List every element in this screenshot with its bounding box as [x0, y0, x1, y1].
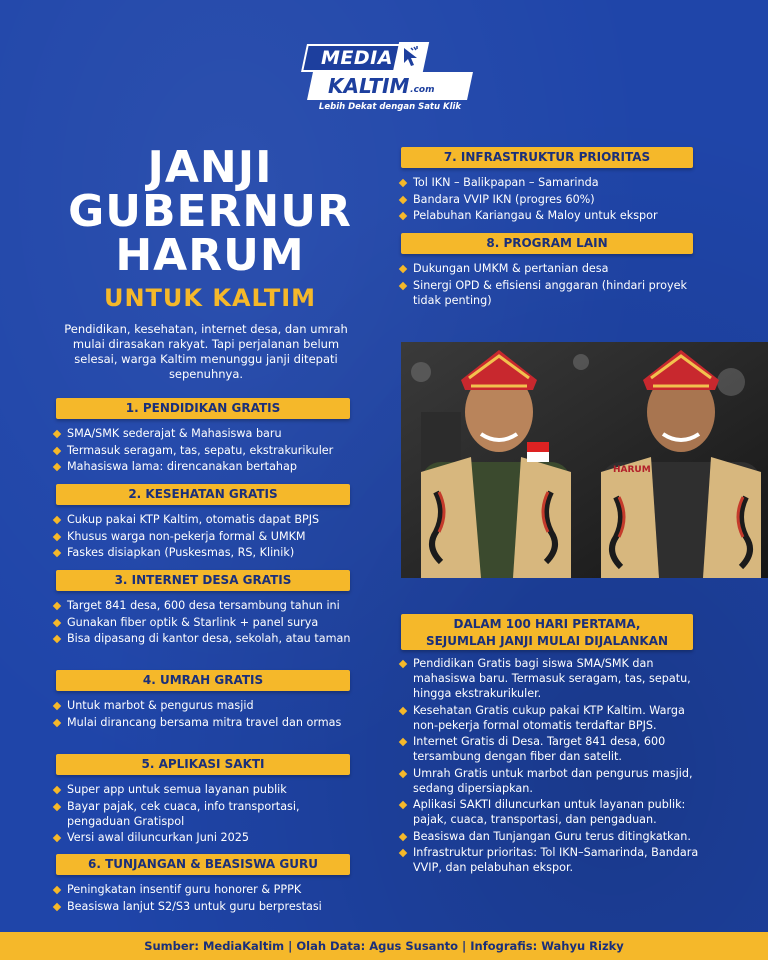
list-item-text: Mahasiswa lama: direncanakan bertahap	[67, 460, 297, 473]
section-list-infrastruktur	[400, 175, 700, 225]
diamond-bullet-icon	[399, 849, 407, 857]
list-item-text: Infrastruktur prioritas: Tol IKN–Samarinda, Bandara VVIP, dan pelabuhan ekspor.	[413, 846, 699, 874]
list-item	[54, 529, 359, 544]
title-line-3: HARUM	[115, 230, 305, 281]
hari-100-title	[401, 614, 693, 650]
title-subtitle: UNTUK KALTIM	[103, 284, 317, 312]
list-item	[400, 845, 700, 875]
list-item	[54, 715, 359, 730]
list-item-text: Kesehatan Gratis cukup pakai KTP Kaltim. Warga non-pekerja formal otomatis terdaftar BPJS.	[413, 703, 685, 732]
source-footer: Sumber: MediaKaltim | Olah Data: Agus Susanto | Infografis: Wahyu Rizky	[0, 932, 768, 960]
diamond-bullet-icon	[53, 834, 61, 842]
list-item-text: Khusus warga non-pekerja formal & UMKM	[67, 529, 306, 543]
diamond-bullet-icon	[399, 195, 407, 203]
list-item-text: Pendidikan Gratis bagi siswa SMA/SMK dan mahasiswa baru. Termasuk seragam, tas, sepatu, hingga ekstrakurikuler.	[413, 657, 691, 700]
list-item	[54, 459, 359, 474]
list-item-text: Umrah Gratis untuk marbot dan pengurus masjid, sedang dipersiapkan.	[413, 766, 693, 795]
section-title-guru: 6. TUNJANGAN & BEASISWA GURU	[56, 854, 350, 875]
list-item	[54, 698, 359, 713]
diamond-bullet-icon	[399, 265, 407, 273]
diamond-bullet-icon	[53, 446, 61, 454]
list-item	[54, 598, 359, 613]
logo-media-text: MEDIA	[321, 47, 393, 69]
list-item	[400, 208, 700, 223]
list-item	[400, 766, 700, 796]
list-item-text: Untuk marbot & pengurus masjid	[67, 699, 254, 712]
list-item	[54, 899, 359, 914]
list-item-text: Super app untuk semua layanan publik	[67, 783, 287, 796]
diamond-bullet-icon	[53, 430, 61, 438]
diamond-bullet-icon	[399, 281, 407, 289]
diamond-bullet-icon	[53, 786, 61, 794]
list-item	[54, 830, 359, 845]
list-item-text: Sinergi OPD & efisiensi anggaran (hindari proyek tidak penting)	[413, 278, 687, 307]
diamond-bullet-icon	[53, 532, 61, 540]
list-item-text: Bayar pajak, cek cuaca, info transportasi, pengaduan Gratispol	[67, 799, 300, 828]
diamond-bullet-icon	[399, 179, 407, 187]
diamond-bullet-icon	[53, 618, 61, 626]
list-item	[54, 426, 359, 441]
list-item	[400, 656, 700, 701]
intro-text: Pendidikan, kesehatan, internet desa, dan umrah mulai dirasakan rakyat. Tapi perjalanan belum selesai, warga Kaltim menunggu janji ditepati sepenuhnya.	[64, 322, 348, 381]
diamond-bullet-icon	[53, 516, 61, 524]
section-title-program-lain: 8. PROGRAM LAIN	[401, 233, 693, 254]
list-item-text: Aplikasi SAKTI diluncurkan untuk layanan publik: pajak, cuaca, transportasi, dan pengaduan.	[413, 798, 686, 826]
list-item-text: Target 841 desa, 600 desa tersambung tahun ini	[67, 599, 340, 612]
list-item	[54, 615, 359, 630]
list-item	[54, 512, 359, 527]
main-title	[40, 142, 380, 312]
mediakaltim-logo	[300, 42, 480, 112]
logo-kaltim-box	[307, 72, 473, 100]
list-item-text: Bisa dipasang di kantor desa, sekolah, atau taman	[67, 632, 351, 645]
section-title-infrastruktur: 7. INFRASTRUKTUR PRIORITAS	[401, 147, 693, 168]
diamond-bullet-icon	[399, 212, 407, 220]
governor-photo-illustration	[401, 342, 768, 578]
list-item-text: Mulai dirancang bersama mitra travel dan ormas	[67, 715, 342, 729]
section-list-guru	[54, 882, 359, 915]
diamond-bullet-icon	[53, 886, 61, 894]
diamond-bullet-icon	[399, 801, 407, 809]
section-title-umrah: 4. UMRAH GRATIS	[56, 670, 350, 691]
diamond-bullet-icon	[399, 706, 407, 714]
list-item	[54, 882, 359, 897]
diamond-bullet-icon	[53, 602, 61, 610]
list-item	[400, 175, 700, 190]
hari-100-list	[400, 656, 700, 877]
title-line-2: GUBERNUR	[68, 186, 352, 237]
list-item	[400, 829, 700, 844]
list-item-text: Tol IKN – Balikpapan – Samarinda	[413, 176, 599, 189]
hari-100-title-line-1: DALAM 100 HARI PERTAMA,	[453, 617, 641, 631]
section-list-kesehatan	[54, 512, 359, 562]
list-item	[400, 278, 700, 308]
list-item-text: Pelabuhan Kariangau & Maloy untuk ekspor	[413, 209, 658, 222]
section-title-aplikasi: 5. APLIKASI SAKTI	[56, 754, 350, 775]
title-line-1: JANJI	[147, 142, 273, 193]
list-item	[400, 261, 700, 276]
list-item	[54, 631, 359, 646]
list-item-text: Beasiswa dan Tunjangan Guru terus ditingkatkan.	[413, 829, 691, 843]
section-title-kesehatan: 2. KESEHATAN GRATIS	[56, 484, 350, 505]
diamond-bullet-icon	[53, 635, 61, 643]
list-item-text: Versi awal diluncurkan Juni 2025	[67, 831, 250, 844]
list-item	[54, 799, 359, 829]
list-item	[54, 443, 359, 458]
section-title-pendidikan: 1. PENDIDIKAN GRATIS	[56, 398, 350, 419]
list-item-text: Peningkatan insentif guru honorer & PPPK	[67, 883, 302, 896]
cursor-icon	[393, 42, 429, 72]
diamond-bullet-icon	[399, 660, 407, 668]
section-list-pendidikan	[54, 426, 359, 476]
diamond-bullet-icon	[399, 769, 407, 777]
list-item-text: Faskes disiapkan (Puskesmas, RS, Klinik)	[67, 546, 295, 559]
logo-domain: .com	[410, 84, 435, 95]
list-item-text: Termasuk seragam, tas, sepatu, ekstrakurikuler	[67, 443, 334, 457]
section-list-umrah	[54, 698, 359, 731]
list-item	[400, 192, 700, 207]
list-item	[54, 545, 359, 560]
list-item-text: Gunakan fiber optik & Starlink + panel surya	[67, 615, 319, 629]
logo-kaltim-text: KALTIM	[328, 74, 410, 98]
governor-photo	[401, 342, 768, 578]
logo-tagline: Lebih Dekat dengan Satu Klik	[318, 102, 462, 112]
list-item-text: Bandara VVIP IKN (progres 60%)	[413, 192, 595, 206]
list-item	[54, 782, 359, 797]
section-list-program-lain	[400, 261, 700, 309]
diamond-bullet-icon	[399, 832, 407, 840]
section-list-internet	[54, 598, 359, 648]
diamond-bullet-icon	[399, 738, 407, 746]
diamond-bullet-icon	[53, 718, 61, 726]
list-item	[400, 797, 700, 827]
list-item-text: Beasiswa lanjut S2/S3 untuk guru berprestasi	[67, 899, 322, 913]
vest-label: HARUM	[613, 465, 651, 475]
list-item	[400, 734, 700, 764]
list-item-text: Dukungan UMKM & pertanian desa	[413, 262, 609, 275]
section-list-aplikasi	[54, 782, 359, 847]
hari-100-title-line-2: SEJUMLAH JANJI MULAI DIJALANKAN	[425, 634, 669, 648]
diamond-bullet-icon	[53, 902, 61, 910]
list-item-text: Internet Gratis di Desa. Target 841 desa, 600 tersambung dengan fiber dan satelit.	[413, 735, 666, 763]
list-item-text: Cukup pakai KTP Kaltim, otomatis dapat BPJS	[67, 513, 320, 526]
diamond-bullet-icon	[53, 463, 61, 471]
list-item	[400, 703, 700, 733]
section-title-internet: 3. INTERNET DESA GRATIS	[56, 570, 350, 591]
diamond-bullet-icon	[53, 802, 61, 810]
diamond-bullet-icon	[53, 702, 61, 710]
list-item-text: SMA/SMK sederajat & Mahasiswa baru	[67, 427, 282, 440]
diamond-bullet-icon	[53, 549, 61, 557]
